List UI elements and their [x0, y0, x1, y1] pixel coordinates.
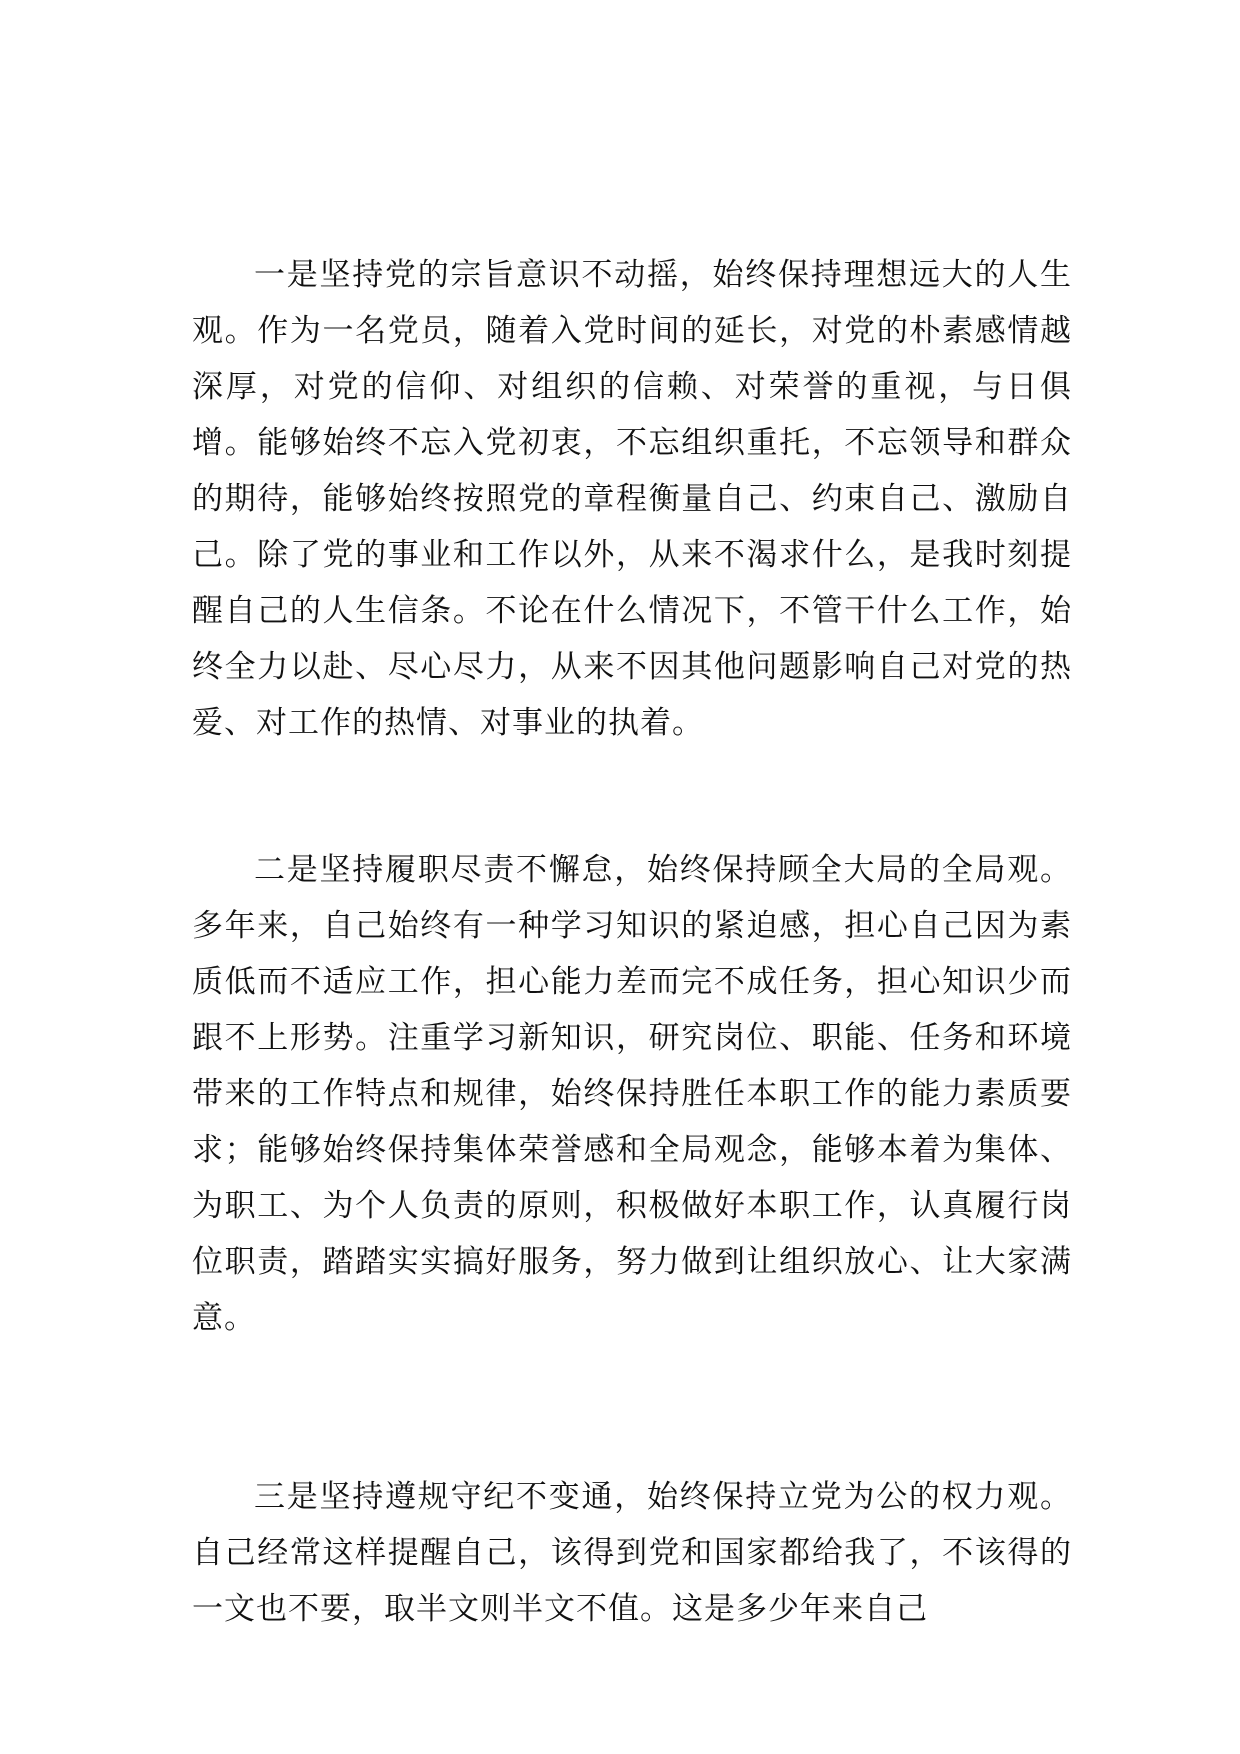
paragraph-1: 一是坚持党的宗旨意识不动摇，始终保持理想远大的人生观。作为一名党员，随着入党时间的延长，对党的朴素感情越深厚，对党的信仰、对组织的信赖、对荣誉的重视，与日俱增。能够始终不忘入党初衷，不忘组织重托，不忘领导和群众的期待，能够始终按照党的章程衡量自己、约束自己、激励自己。除了党的事业和工作以外，从来不渴求什么，是我时刻提醒自己的人生信条。不论在什么情况下，不管干什么工作，始终全力以赴、尽心尽力，从来不因其他问题影响自己对党的热爱、对工作的热情、对事业的执着。 [192, 257, 1072, 741]
paragraph-3: 三是坚持遵规守纪不变通，始终保持立党为公的权力观。自己经常这样提醒自己，该得到党和国家都给我了，不该得的一文也不要，取半文则半文不值。这是多少年来自己 [192, 1479, 1072, 1627]
paragraph-2: 二是坚持履职尽责不懈怠，始终保持顾全大局的全局观。多年来，自己始终有一种学习知识的紧迫感，担心自己因为素质低而不适应工作，担心能力差而完不成任务，担心知识少而跟不上形势。注重学习新知识，研究岗位、职能、任务和环境带来的工作特点和规律，始终保持胜任本职工作的能力素质要求；能够始终保持集体荣誉感和全局观念，能够本着为集体、为职工、为个人负责的原则，积极做好本职工作，认真履行岗位职责，踏踏实实搞好服务，努力做到让组织放心、让大家满意。 [192, 852, 1072, 1336]
